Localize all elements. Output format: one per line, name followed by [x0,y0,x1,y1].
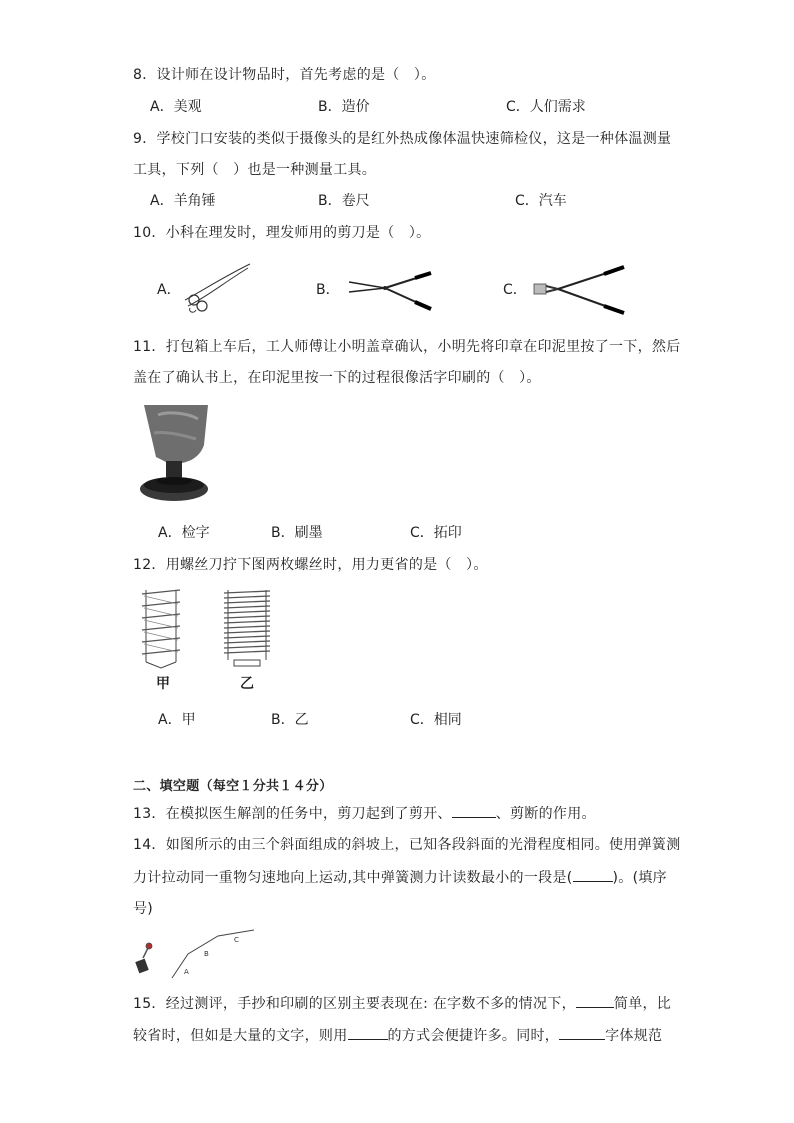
slope-label-c: C [234,936,239,944]
q15-blank-1[interactable] [576,993,614,1008]
q15-line1-post: 简单，比 [613,996,672,1012]
q11-stem-line2: 盖在了确认书上，在印泥里按一下的过程很像活字印刷的（ ）。 [133,370,541,386]
q13-stem-pre: 13．在模拟医生解剖的任务中，剪刀起到了剪开、 [133,806,452,822]
q14-stem-line2-pre: 力计拉动同一重物匀速地向上运动,其中弹簧测力计读数最小的一段是( [133,870,573,886]
q15-line1-pre: 15．经过测评，手抄和印刷的区别主要表现在: 在字数不多的情况下， [133,996,576,1012]
q13-stem-post: 、剪断的作用。 [495,806,596,822]
q11-option-b: B．刷墨 [271,525,323,541]
q14-blank[interactable] [573,867,613,882]
screw-yi-icon [222,588,272,670]
screw-label-jia: 甲 [156,676,170,692]
q9-option-a: A．羊角锤 [150,193,216,209]
stamp-photo-icon [138,405,214,505]
q11-option-a: A．检字 [158,525,210,541]
screw-label-yi: 乙 [240,676,254,692]
section2-heading: 二、填空题（每空１分共１４分） [133,779,333,794]
q12-option-c: C．相同 [410,712,462,728]
q11-option-c: C．拓印 [410,525,462,541]
q15-blank-3[interactable] [559,1025,605,1040]
screw-jia-icon [138,588,184,670]
q15-line2-pre: 较省时，但如是大量的文字，则用 [133,1028,348,1044]
q12-option-a: A．甲 [158,712,196,728]
q8-option-a: A．美观 [150,99,202,115]
q8-option-b: B．造价 [318,99,370,115]
slope-label-a: A [184,968,189,976]
q15-line2 [133,1025,662,1046]
hedge-shears-icon [345,266,435,314]
q10-stem: 10．小科在理发时，理发师用的剪刀是（ ）。 [133,225,431,241]
q13-stem [133,803,596,824]
q9-stem-line1: 9．学校门口安装的类似于摄像头的是红外热成像体温快速筛检仪，这是一种体温测量 [133,131,672,147]
q15-line2-mid: 的方式会便捷许多。同时， [387,1028,560,1044]
q8-option-c: C．人们需求 [506,99,586,115]
q12-option-b: B．乙 [271,712,309,728]
bolt-cutter-icon [532,262,632,318]
q8-stem: 8．设计师在设计物品时，首先考虑的是（ ）。 [133,67,436,83]
q9-stem-line2: 工具，下列（ ）也是一种测量工具。 [133,162,377,178]
q14-stem-line2 [133,867,667,888]
q9-option-c: C．汽车 [515,193,567,209]
q15-blank-2[interactable] [348,1025,388,1040]
q9-option-b: B．卷尺 [318,193,370,209]
q14-stem-line2-post: )。(填序 [612,870,667,886]
q10-option-a: A． [157,282,181,298]
q13-blank[interactable] [452,803,496,818]
thin-scissors-icon [180,262,252,314]
slope-label-b: B [204,950,209,958]
spring-scale-icon [135,943,152,973]
q11-stem-line1: 11．打包箱上车后，工人师傅让小明盖章确认，小明先将印章在印泥里按了一下，然后 [133,339,681,355]
slope-diagram [134,924,262,980]
q15-line2-post: 字体规范 [605,1028,663,1044]
q15-line1 [133,993,671,1014]
q14-stem-line3: 号) [133,901,154,917]
q10-option-b: B． [316,282,340,298]
q10-option-c: C． [503,282,527,298]
q12-stem: 12．用螺丝刀拧下图两枚螺丝时，用力更省的是（ ）。 [133,557,488,573]
q14-stem-line1: 14．如图所示的由三个斜面组成的斜坡上，已知各段斜面的光滑程度相同。使用弹簧测 [133,837,681,853]
